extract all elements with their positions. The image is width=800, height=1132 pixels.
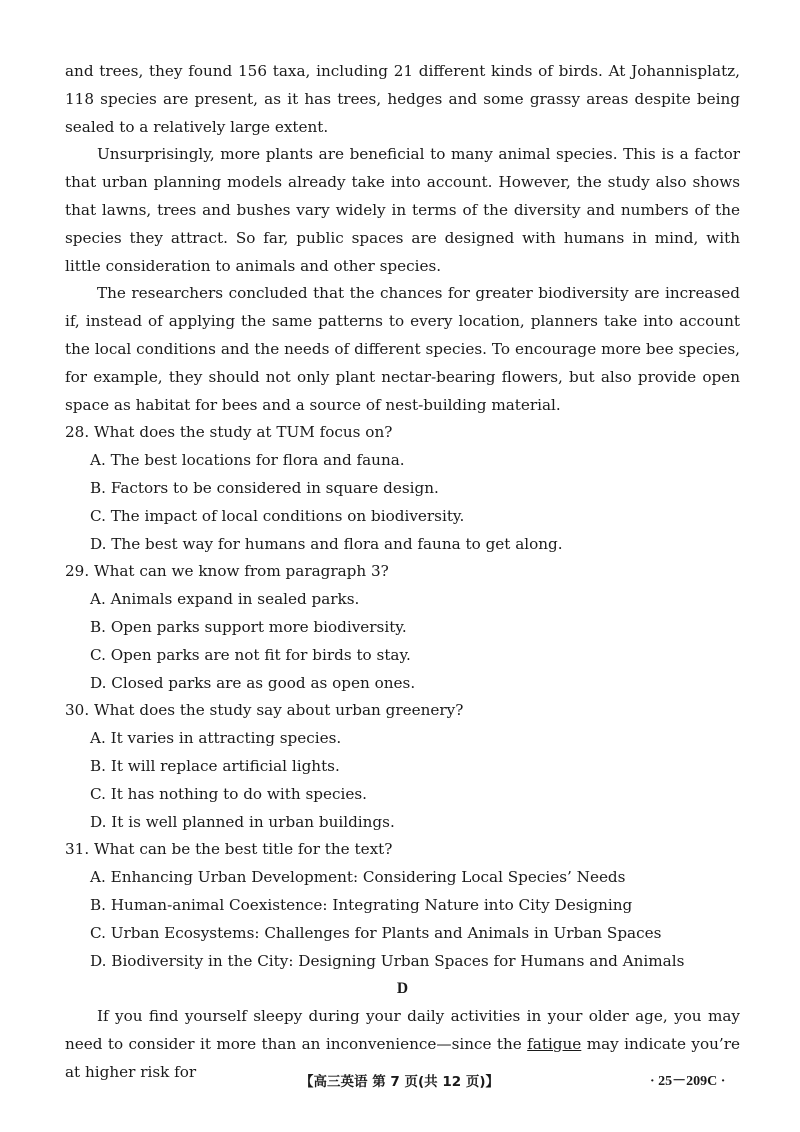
option-d: D. Biodiversity in the City: Designing Urban Spaces for Humans and Animals — [90, 951, 685, 970]
question-stem: 30. What does the study say about urban greenery? — [65, 701, 464, 720]
question-28 — [65, 419, 740, 558]
underlined-word: fatigue — [527, 1034, 582, 1053]
question-31 — [65, 836, 740, 975]
passage-paragraph-2: Unsurprisingly, more plants are beneficial to many animal species. This is a factor that urban planning models already take into account. However, the study also shows that lawns, trees and bushes vary widely in terms of the diversity and numbers of the species they attract. So far, public spaces are designed with humans in mind, with little consideration to animals and other species. — [65, 145, 740, 275]
option-c: C. Open parks are not fit for birds to stay. — [90, 645, 411, 664]
option-b: B. Human-animal Coexistence: Integrating Nature into City Designing — [90, 895, 633, 914]
section-heading-d: D — [396, 980, 409, 998]
option-b: B. It will replace artificial lights. — [90, 756, 340, 775]
question-29 — [65, 558, 740, 697]
question-stem: 31. What can be the best title for the text? — [65, 840, 393, 859]
option-c: C. It has nothing to do with species. — [90, 784, 367, 803]
option-c: C. The impact of local conditions on biodiversity. — [90, 506, 465, 525]
option-a: A. Enhancing Urban Development: Considering Local Species’ Needs — [90, 868, 626, 887]
option-a: A. It varies in attracting species. — [90, 729, 342, 748]
option-b: B. Open parks support more biodiversity. — [90, 617, 407, 636]
option-d: D. The best way for humans and flora and fauna to get along. — [90, 534, 563, 553]
intro-text-start: If you find yourself sleepy during your daily activities in your older age, you may need to consider it more than an inconvenience—since the — [65, 1007, 740, 1053]
page-content — [65, 58, 740, 1086]
question-stem: 28. What does the study at TUM focus on? — [65, 423, 393, 442]
question-30 — [65, 697, 740, 836]
option-a: A. The best locations for flora and fauna. — [90, 451, 405, 470]
option-c: C. Urban Ecosystems: Challenges for Plants and Animals in Urban Spaces — [90, 923, 662, 942]
footer-page-info: 【高三英语 第 7 页(共 12 页)】 — [300, 1074, 500, 1090]
footer-exam-code: · 25－209C · — [650, 1074, 726, 1089]
option-b: B. Factors to be considered in square design. — [90, 478, 439, 497]
page-footer — [0, 1070, 800, 1094]
passage-paragraph-1: and trees, they found 156 taxa, including 21 different kinds of birds. At Johannisplatz, 118 species are present, as it has trees, hedges and some grassy areas despite being sealed to a relatively large extent. — [65, 62, 740, 136]
question-stem: 29. What can we know from paragraph 3? — [65, 562, 389, 581]
passage-paragraph-3: The researchers concluded that the chances for greater biodiversity are increased if, instead of applying the same patterns to every location, planners take into account the local conditions and the needs of different species. To encourage more bee species, for example, they should not only plant nectar-bearing flowers, but also provide open space as habitat for bees and a source of nest-building material. — [65, 284, 740, 414]
option-a: A. Animals expand in sealed parks. — [90, 590, 360, 609]
option-d: D. It is well planned in urban buildings. — [90, 812, 395, 831]
option-d: D. Closed parks are as good as open ones. — [90, 673, 416, 692]
intro-text-end: may indicate you’re at higher risk for — [65, 1034, 740, 1081]
